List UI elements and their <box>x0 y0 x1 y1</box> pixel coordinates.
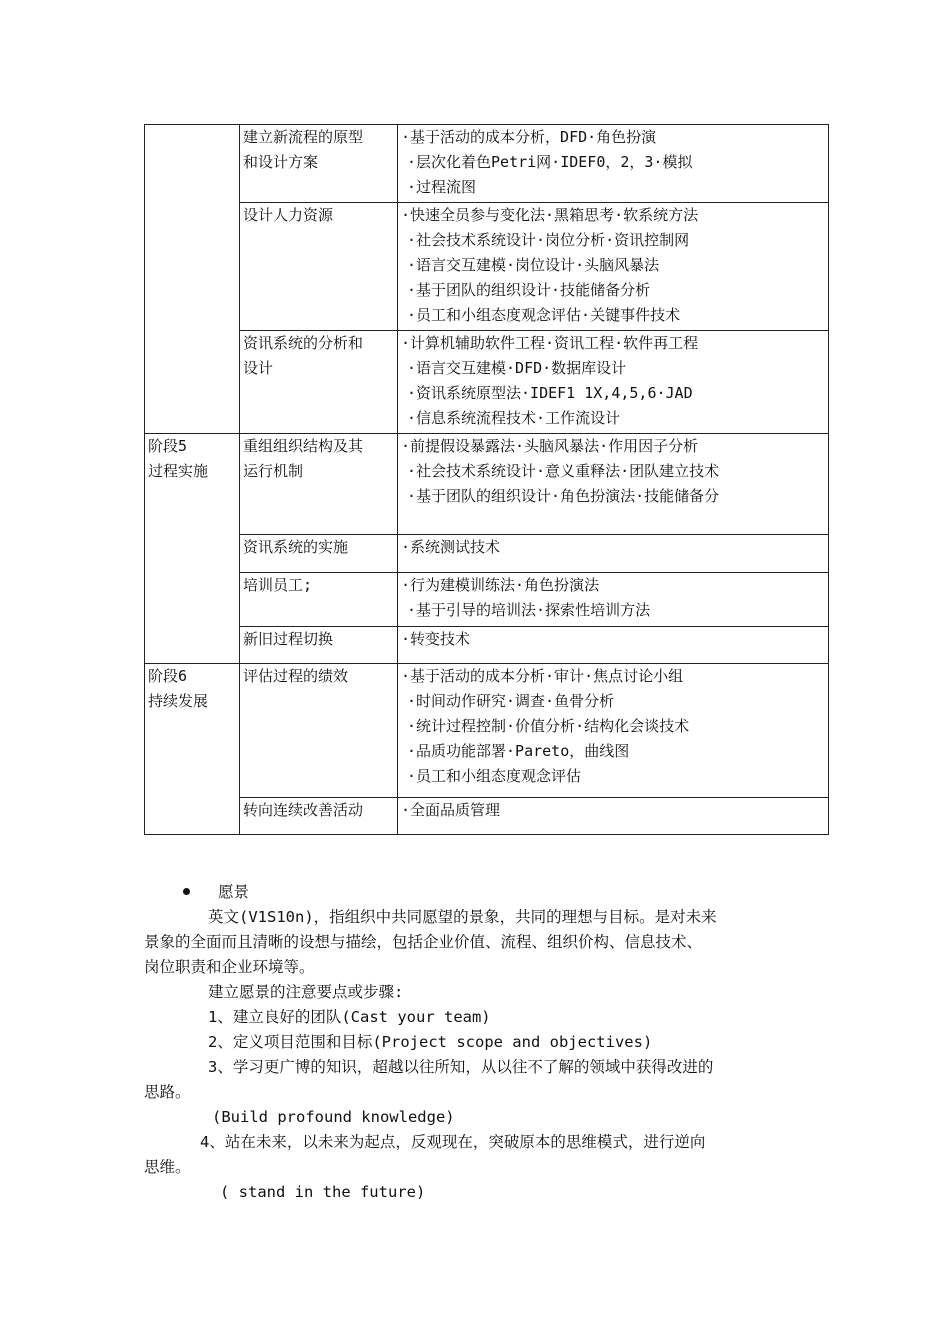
method-line: ·资讯系统原型法·IDEF1 1X,4,5,6·JAD <box>407 384 693 402</box>
method-line: ·社会技术系统设计·岗位分析·资讯控制网 <box>407 231 690 249</box>
activity-cell <box>240 535 398 573</box>
table-row <box>145 798 829 835</box>
stage-line: 阶段5 <box>148 437 188 455</box>
step-item: 2、定义项目范围和目标(Project scope and objectives) <box>208 1033 653 1051</box>
method-line: ·品质功能部署·Pareto，曲线图 <box>407 742 630 760</box>
method-line: ·基于团队的组织设计·角色扮演法·技能储备分 <box>407 487 720 505</box>
method-line: ·基于团队的组织设计·技能储备分析 <box>407 281 651 299</box>
step-item: 3、学习更广博的知识，超越以往所知，从以往不了解的领域中获得改进的 <box>208 1058 714 1076</box>
stage-line: 持续发展 <box>148 692 209 710</box>
method-line: ·基于活动的成本分析，DFD·角色扮演 <box>401 128 657 146</box>
method-line: ·语言交互建模·DFD·数据库设计 <box>407 359 627 377</box>
activity-cell <box>240 627 398 664</box>
activity-line: 转向连续改善活动 <box>243 801 364 819</box>
section-heading: 愿景 <box>218 883 250 901</box>
method-line: ·全面品质管理 <box>401 801 501 819</box>
method-line: ·员工和小组态度观念评估 <box>407 767 582 785</box>
activity-line: 资讯系统的分析和 <box>243 334 364 352</box>
method-line: ·基于引导的培训法·探索性培训方法 <box>407 601 651 619</box>
activity-line: 设计 <box>243 359 274 377</box>
table-row <box>145 434 829 535</box>
method-line: ·层次化着色Petri网·IDEF0，2，3·模拟 <box>407 153 693 171</box>
method-line: ·信息系统流程技术·工作流设计 <box>407 409 621 427</box>
paragraph-line: 景象的全面而且清晰的设想与描绘，包括企业价值、流程、组织价构、信息技术、 <box>144 933 703 951</box>
methods-cell <box>398 573 829 627</box>
step-item: 思路。 <box>144 1083 191 1101</box>
methods-table-body <box>145 125 829 835</box>
steps-intro: 建立愿景的注意要点或步骤: <box>208 983 404 1001</box>
table-row <box>145 203 829 331</box>
stage-cell <box>145 664 240 835</box>
method-line: ·员工和小组态度观念评估·关键事件技术 <box>407 306 681 324</box>
activity-cell <box>240 664 398 798</box>
table-row <box>145 331 829 434</box>
activity-line: 评估过程的绩效 <box>243 667 349 685</box>
activity-cell <box>240 434 398 535</box>
stage-cell <box>145 434 240 664</box>
method-line: ·统计过程控制·价值分析·结构化会谈技术 <box>407 717 690 735</box>
table-row <box>145 125 829 203</box>
methods-cell <box>398 664 829 798</box>
method-line: ·社会技术系统设计·意义重释法·团队建立技术 <box>407 462 720 480</box>
step-english: (Build profound knowledge) <box>212 1108 455 1126</box>
paragraph-line: 岗位职责和企业环境等。 <box>144 958 315 976</box>
step-item: 1、建立良好的团队(Cast your team) <box>208 1008 491 1026</box>
bullet-icon <box>183 888 190 895</box>
step-item: 思维。 <box>144 1158 191 1176</box>
table-row <box>145 664 829 798</box>
methods-cell <box>398 434 829 535</box>
method-line: ·前提假设暴露法·头脑风暴法·作用因子分析 <box>401 437 699 455</box>
activity-cell <box>240 203 398 331</box>
activity-line: 重组组织结构及其 <box>243 437 364 455</box>
table-row <box>145 627 829 664</box>
method-line: ·计算机辅助软件工程·资讯工程·软件再工程 <box>401 334 699 352</box>
stage-line: 阶段6 <box>148 667 188 685</box>
method-line: ·过程流图 <box>407 178 477 196</box>
activity-cell <box>240 331 398 434</box>
methods-cell <box>398 331 829 434</box>
activity-line: 资讯系统的实施 <box>243 538 349 556</box>
activity-cell <box>240 125 398 203</box>
method-line: ·快速全员参与变化法·黑箱思考·软系统方法 <box>401 206 699 224</box>
activity-line: 新旧过程切换 <box>243 630 334 648</box>
table-row <box>145 573 829 627</box>
methods-cell <box>398 627 829 664</box>
paragraph-line: 英文(V1S10n)，指组织中共同愿望的景象，共同的理想与目标。是对未来 <box>208 908 717 926</box>
method-line: ·基于活动的成本分析·审计·焦点讨论小组 <box>401 667 684 685</box>
activity-line: 建立新流程的原型 <box>243 128 364 146</box>
stage-cell <box>145 125 240 434</box>
methods-table <box>144 124 829 835</box>
stage-line: 过程实施 <box>148 462 209 480</box>
method-line: ·语言交互建模·岗位设计·头脑风暴法 <box>407 256 660 274</box>
method-line: ·行为建模训练法·角色扮演法 <box>401 576 600 594</box>
activity-line: 和设计方案 <box>243 153 319 171</box>
table-row <box>145 535 829 573</box>
method-line: ·系统测试技术 <box>401 538 501 556</box>
activity-line: 培训员工; <box>243 576 313 594</box>
methods-cell <box>398 125 829 203</box>
methods-cell <box>398 535 829 573</box>
methods-cell <box>398 203 829 331</box>
step-english: ( stand in the future) <box>220 1183 426 1201</box>
step-item: 4、站在未来，以未来为起点，反观现在，突破原本的思维模式，进行逆向 <box>200 1133 706 1151</box>
activity-line: 运行机制 <box>243 462 304 480</box>
methods-cell <box>398 798 829 835</box>
method-line: ·时间动作研究·调查·鱼骨分析 <box>407 692 615 710</box>
activity-cell <box>240 798 398 835</box>
activity-line: 设计人力资源 <box>243 206 334 224</box>
method-line: ·转变技术 <box>401 630 471 648</box>
activity-cell <box>240 573 398 627</box>
